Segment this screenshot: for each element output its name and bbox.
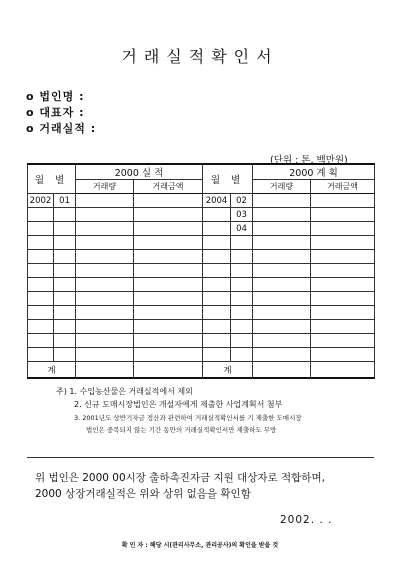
plan-amount-cell <box>311 334 375 348</box>
row-month-left <box>54 334 76 348</box>
table-row <box>28 250 375 264</box>
row-month-right: 02 <box>231 194 253 208</box>
actual-volume-cell <box>76 292 134 306</box>
plan-volume-cell <box>253 264 311 278</box>
actual-amount-cell <box>134 320 203 334</box>
actual-amount-cell <box>134 250 203 264</box>
row-month-right <box>231 348 253 362</box>
row-year-left <box>28 250 54 264</box>
row-month-left <box>54 236 76 250</box>
row-year-left <box>28 320 54 334</box>
row-month-left <box>54 222 76 236</box>
row-month-right <box>231 250 253 264</box>
plan-volume-cell <box>253 292 311 306</box>
row-month-left: 01 <box>54 194 76 208</box>
row-month-right <box>231 306 253 320</box>
plan-amount-cell <box>311 320 375 334</box>
plan-amount-cell <box>311 264 375 278</box>
actual-amount-header: 거래금액 <box>134 180 203 194</box>
row-month-right <box>231 292 253 306</box>
actual-volume-cell <box>76 264 134 278</box>
actual-amount-cell <box>134 222 203 236</box>
row-year-left <box>28 348 54 362</box>
plan-volume-total <box>253 362 311 379</box>
plan-amount-cell <box>311 348 375 362</box>
plan-volume-cell <box>253 278 311 292</box>
actual-amount-cell <box>134 306 203 320</box>
row-year-right <box>203 264 231 278</box>
table-row <box>28 236 375 250</box>
row-month-left <box>54 264 76 278</box>
issue-date: 2002. . . <box>280 514 333 526</box>
row-month-left <box>54 292 76 306</box>
plan-volume-cell <box>253 250 311 264</box>
row-month-left <box>54 306 76 320</box>
row-year-right <box>203 222 231 236</box>
section-divider <box>27 457 374 458</box>
note-3a: 3. 2001년도 상반기자금 정산과 관련하여 거래실적확인서를 기 제출한 도매시장 <box>74 414 302 422</box>
plan-amount-total <box>311 362 375 379</box>
actual-amount-total <box>134 362 203 379</box>
trade-record-label: o 거래실적 : <box>26 122 97 135</box>
row-year-right <box>203 250 231 264</box>
row-year-right: 2004 <box>203 194 231 208</box>
row-year-right <box>203 292 231 306</box>
row-month-right <box>231 278 253 292</box>
row-month-right <box>231 264 253 278</box>
representative-label: o 대표자 : <box>26 106 85 119</box>
row-year-left <box>28 222 54 236</box>
actual-amount-cell <box>134 334 203 348</box>
table-row <box>28 208 375 222</box>
actual-amount-cell <box>134 194 203 208</box>
actual-volume-cell <box>76 208 134 222</box>
note-3b: 법인은 중복되지 않는 기간 동안의 거래실적확인서만 제출하도 무방 <box>86 426 277 434</box>
actual-group-header: 2000 실 적 <box>76 164 203 180</box>
actual-volume-cell <box>76 334 134 348</box>
plan-volume-cell <box>253 208 311 222</box>
row-year-left <box>28 334 54 348</box>
row-year-left <box>28 278 54 292</box>
note-2: 2. 신규 도매시장법인은 개설자에게 제출한 사업계획서 첨부 <box>74 400 283 409</box>
plan-amount-cell <box>311 292 375 306</box>
row-year-right <box>203 306 231 320</box>
actual-volume-cell <box>76 194 134 208</box>
row-month-left <box>54 250 76 264</box>
plan-group-header: 2000 계 획 <box>253 164 375 180</box>
row-year-left <box>28 264 54 278</box>
row-year-right <box>203 348 231 362</box>
row-year-right <box>203 236 231 250</box>
corp-name-label: o 법인명 : <box>26 90 85 103</box>
plan-volume-cell <box>253 236 311 250</box>
total-label-right: 계 <box>203 362 253 379</box>
row-month-right: 04 <box>231 222 253 236</box>
row-year-right <box>203 320 231 334</box>
row-year-left: 2002 <box>28 194 54 208</box>
row-month-left <box>54 348 76 362</box>
row-month-right <box>231 334 253 348</box>
row-year-left <box>28 292 54 306</box>
plan-amount-cell <box>311 250 375 264</box>
row-year-right <box>203 278 231 292</box>
actual-volume-cell <box>76 236 134 250</box>
document-title: 거래실적확인서 <box>121 47 279 66</box>
actual-amount-cell <box>134 292 203 306</box>
plan-volume-header: 거래량 <box>253 180 311 194</box>
actual-volume-cell <box>76 278 134 292</box>
table-row <box>28 348 375 362</box>
plan-amount-cell <box>311 236 375 250</box>
table-row <box>28 194 375 208</box>
total-row <box>28 362 375 379</box>
table-row <box>28 222 375 236</box>
row-year-left <box>28 306 54 320</box>
actual-volume-cell <box>76 222 134 236</box>
plan-amount-cell <box>311 208 375 222</box>
total-label-left: 계 <box>28 362 76 379</box>
actual-volume-cell <box>76 306 134 320</box>
row-year-right <box>203 208 231 222</box>
table-row <box>28 320 375 334</box>
row-month-right <box>231 236 253 250</box>
row-month-left <box>54 278 76 292</box>
row-month-right <box>231 320 253 334</box>
actual-amount-cell <box>134 278 203 292</box>
actual-amount-cell <box>134 236 203 250</box>
row-year-right <box>203 334 231 348</box>
note-1: 주) 1. 수입농산물은 거래실적에서 제외 <box>56 387 193 396</box>
plan-volume-cell <box>253 348 311 362</box>
actual-volume-cell <box>76 250 134 264</box>
table-row <box>28 306 375 320</box>
plan-amount-cell <box>311 278 375 292</box>
actual-volume-cell <box>76 320 134 334</box>
plan-volume-cell <box>253 194 311 208</box>
plan-amount-cell <box>311 306 375 320</box>
row-month-right: 03 <box>231 208 253 222</box>
plan-volume-cell <box>253 334 311 348</box>
actual-volume-total <box>76 362 134 379</box>
plan-volume-cell <box>253 222 311 236</box>
actual-volume-cell <box>76 348 134 362</box>
row-month-left <box>54 320 76 334</box>
confirm-line-1: 위 법인은 2000 00시장 출하촉진자금 지원 대상자로 적합하며, <box>35 472 325 484</box>
plan-volume-cell <box>253 306 311 320</box>
table-row <box>28 292 375 306</box>
footer-note: 확 인 자 : 해당 시(관리사무소, 관리공사)의 확인을 받을 것 <box>121 542 279 549</box>
actual-amount-cell <box>134 264 203 278</box>
row-year-left <box>28 236 54 250</box>
row-month-left <box>54 208 76 222</box>
actual-amount-cell <box>134 208 203 222</box>
plan-amount-cell <box>311 194 375 208</box>
month-header-right: 월 별 <box>203 164 253 194</box>
plan-amount-cell <box>311 222 375 236</box>
actual-amount-cell <box>134 348 203 362</box>
table-row <box>28 334 375 348</box>
month-header-left: 월 별 <box>28 164 76 194</box>
trade-record-table <box>27 163 375 379</box>
table-row <box>28 264 375 278</box>
confirm-line-2: 2000 상장거래실적은 위와 상위 없음을 확인함 <box>35 488 251 500</box>
plan-volume-cell <box>253 320 311 334</box>
actual-volume-header: 거래량 <box>76 180 134 194</box>
row-year-left <box>28 208 54 222</box>
table-row <box>28 278 375 292</box>
unit-note: (단위 : 톤, 백만원) <box>270 155 348 166</box>
plan-amount-header: 거래금액 <box>311 180 375 194</box>
